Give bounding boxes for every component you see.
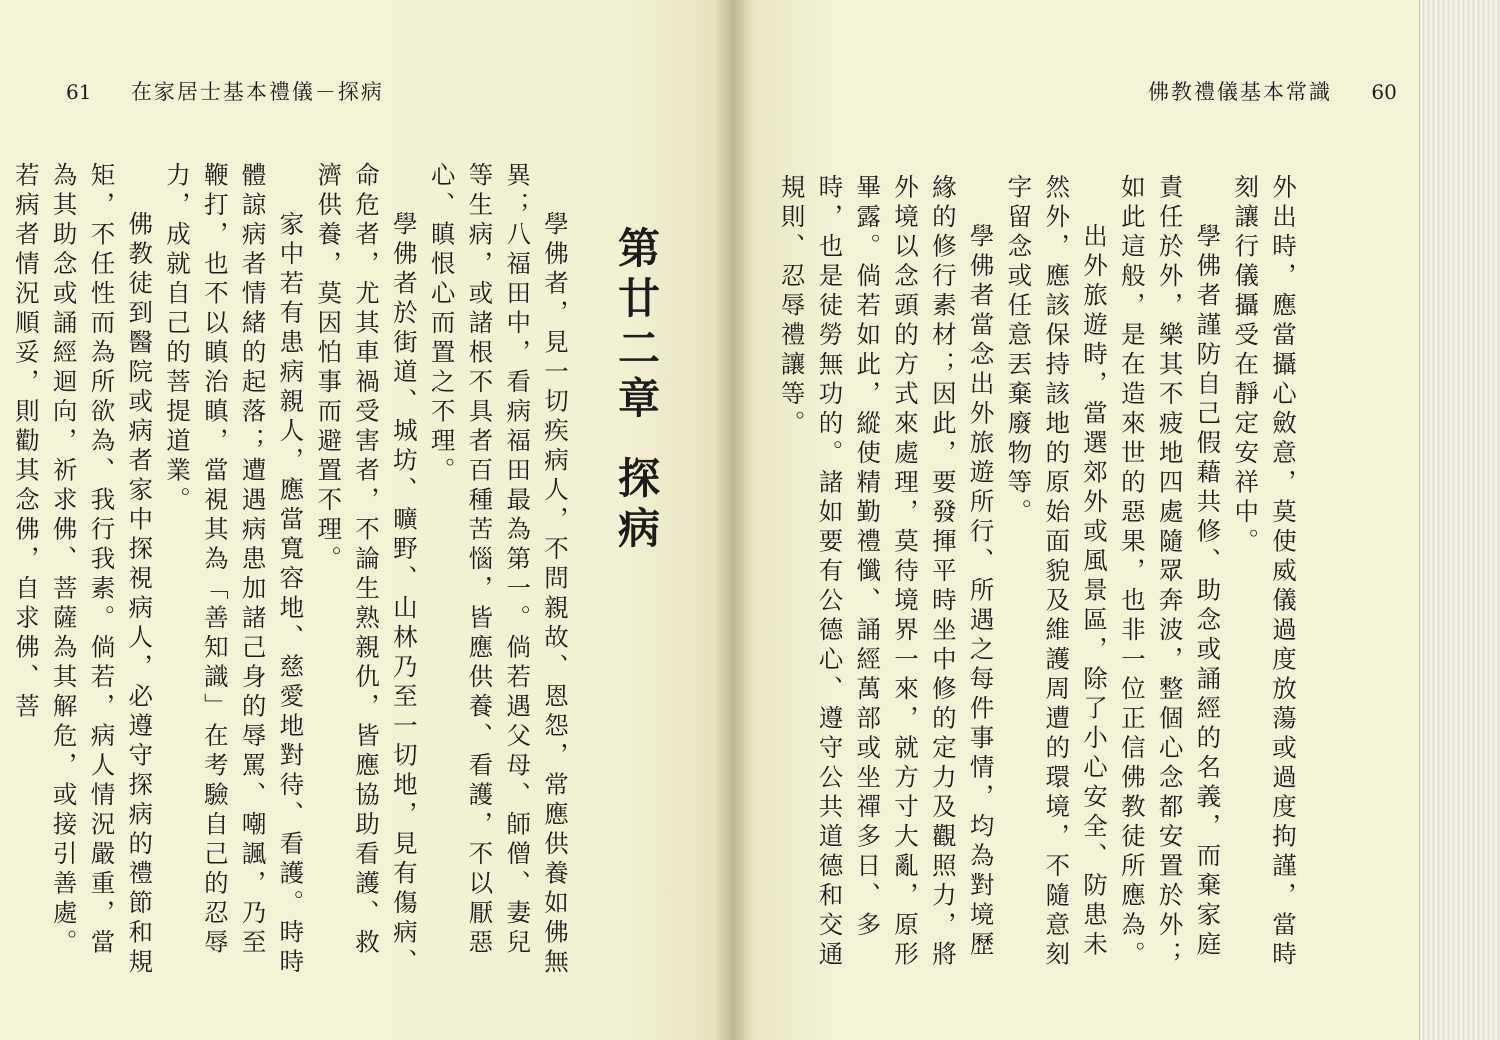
right-paragraph-4: 學佛者當念出外旅遊所行、所遇之每件事情，均為對境歷緣的修行素材；因此，要發揮平時坐中修的定力及觀照力，將外境以念頭的方式來處理，莫待境界一來，就方寸大亂，原形畢露。倘若如此，縱使精勤禮懺、誦經萬部或坐禪多日、多時，也是徒勞無功的。諸如要有公德心、遵守公共道德和交通規則、忍辱禮讓等。: [777, 174, 996, 971]
left-page-number: 61: [66, 80, 92, 104]
left-page-body: [11, 162, 574, 982]
right-paragraph-2: 學佛者謹防自己假藉共修、助念或誦經的名義，而棄家庭責任於外，樂其不疲地四處隨眾奔波，整個心念都安置於外；如此這般，是在造來世的惡果，也非一位正信佛教徒所應為。: [1117, 174, 1223, 971]
right-paragraph-1: 外出時，應當攝心斂意，莫使威儀過度放蕩或過度拘謹，當時刻讓行儀攝受在靜定安祥中。: [1231, 174, 1298, 971]
left-running-head-title: 在家居士基本禮儀－探病: [130, 80, 384, 104]
left-paragraph-3: 家中若有患病親人，應當寬容地、慈愛地對待、看護。時時體諒病者情緒的起落；遭遇病患加諸己身的辱罵、嘲諷，乃至鞭打，也不以瞋治瞋，當視其為「善知識」在考驗自己的忍辱力，成就自己的菩提道業。: [163, 162, 306, 978]
right-paragraph-3: 出外旅遊時，當選郊外或風景區，除了小心安全、防患未然外，應該保持該地的原始面貌及維護周遭的環境，不隨意刻字留念或任意丟棄廢物等。: [1004, 174, 1110, 971]
left-paragraph-1: 學佛者，見一切疾病人，不問親故、恩怨，常應供養如佛無異；八福田中，看病福田最為第一。倘若遇父母、師僧、妻兒等生病，或諸根不具者百種苦惱，皆應供養、看護，不以厭惡心、瞋恨心而置之不理。: [427, 162, 570, 978]
left-paragraph-2: 學佛者於街道、城坊、曠野、山林乃至一切地，見有傷病、命危者，尤其車禍受害者，不論生熟親仇，皆應協助看護、救濟供養，莫因怕事而避置不理。: [314, 162, 419, 978]
right-page-body: [777, 174, 1302, 984]
left-paragraph-4: 佛教徒到醫院或病者家中探視病人，必遵守探病的禮節和規矩，不任性而為所欲為、我行我素。倘若，病人情況嚴重，當為其助念或誦經迴向，祈求佛、菩薩為其解危，或接引善處。若病者情況順妥，則勸其念佛，自求佛、菩: [11, 162, 155, 978]
right-running-head: [1148, 76, 1397, 106]
page-edges: [1419, 0, 1500, 1040]
chapter-title: 探病: [612, 456, 661, 556]
left-running-head: [66, 76, 384, 106]
chapter-heading: [606, 226, 666, 556]
right-running-head-title: 佛教禮儀基本常識: [1148, 80, 1332, 104]
book-gutter: [716, 0, 752, 1040]
bleed-through-left: [1010, 76, 1017, 101]
chapter-number: 第廿二章: [612, 226, 661, 426]
right-page-number: 60: [1371, 80, 1397, 104]
